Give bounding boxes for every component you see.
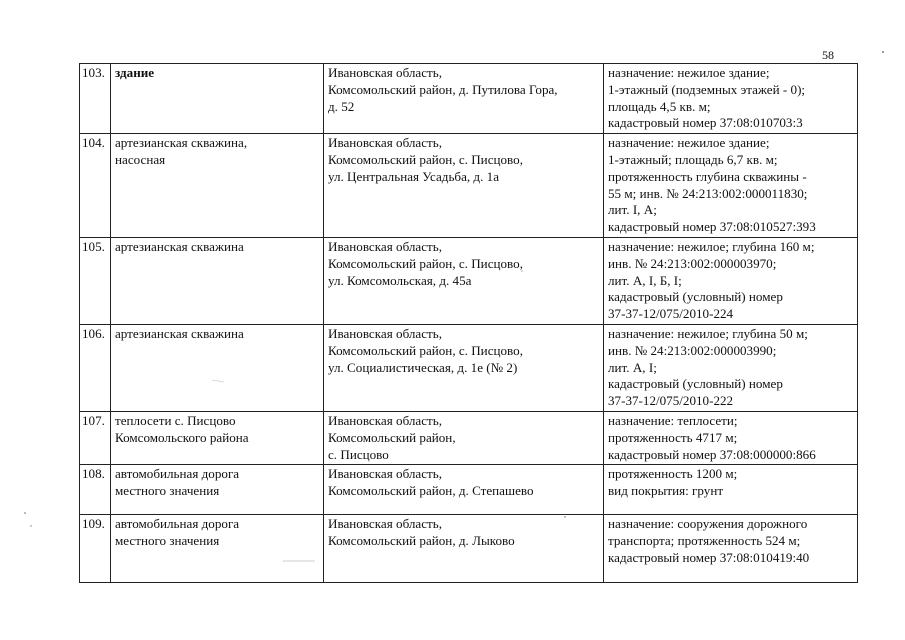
description-line: 1-этажный; площадь 6,7 кв. м;	[608, 151, 778, 167]
description-line: 37-37-12/075/2010-224	[608, 306, 734, 322]
description-line: 1-этажный (подземных этажей - 0);	[608, 81, 806, 97]
description-line: протяженность 4717 м;	[608, 429, 738, 445]
table-row	[80, 237, 858, 324]
object-name-line: артезианская скважина	[115, 325, 244, 341]
address-line: Ивановская область,	[328, 412, 443, 428]
row-number: 103.	[80, 64, 111, 134]
object-name-cell	[111, 465, 324, 515]
description-line: кадастровый номер 37:08:000000:866	[608, 446, 816, 462]
description-line: назначение: теплосети;	[608, 412, 738, 428]
description-line: кадастровый (условный) номер	[608, 376, 783, 392]
object-name-cell	[111, 64, 324, 134]
description-line: кадастровый (условный) номер	[608, 289, 783, 305]
description-line: кадастровый номер 37:08:010527:393	[608, 219, 816, 235]
address-line: Ивановская область,	[328, 135, 443, 151]
row-number: 106.	[80, 324, 111, 411]
property-table	[79, 63, 858, 583]
description-line: кадастровый номер 37:08:010419:40	[608, 549, 810, 565]
address-line: ул. Центральная Усадьба, д. 1а	[328, 168, 500, 184]
description-line: площадь 4,5 кв. м;	[608, 98, 711, 114]
description-line: вид покрытия: грунт	[608, 483, 724, 499]
object-name-cell	[111, 237, 324, 324]
description-line: кадастровый номер 37:08:010703:3	[608, 115, 803, 131]
row-number: 109.	[80, 515, 111, 583]
object-name-line: Комсомольского района	[115, 429, 249, 445]
description-cell	[604, 324, 858, 411]
description-cell	[604, 411, 858, 464]
address-line: ул. Социалистическая, д. 1е (№ 2)	[328, 359, 518, 375]
description-line: лит. А, I, Б, I;	[608, 272, 682, 288]
address-cell	[324, 134, 604, 238]
object-name-line: теплосети с. Писцово	[115, 412, 236, 428]
address-line: Ивановская область,	[328, 238, 443, 254]
description-line: назначение: нежилое здание;	[608, 135, 770, 151]
description-line: протяженность 1200 м;	[608, 466, 738, 482]
table-row	[80, 64, 858, 134]
object-name-line: автомобильная дорога	[115, 516, 240, 532]
object-name-cell	[111, 324, 324, 411]
address-line: Ивановская область,	[328, 65, 443, 80]
object-name-line: местного значения	[115, 533, 220, 549]
object-name-line: артезианская скважина	[115, 238, 244, 254]
description-cell	[604, 465, 858, 515]
description-cell	[604, 515, 858, 583]
row-number: 108.	[80, 465, 111, 515]
address-cell	[324, 237, 604, 324]
object-name-cell	[111, 515, 324, 583]
description-line: назначение: нежилое; глубина 160 м;	[608, 238, 815, 254]
description-line: транспорта; протяженность 524 м;	[608, 533, 801, 549]
table-row	[80, 515, 858, 583]
address-cell	[324, 515, 604, 583]
table-row	[80, 465, 858, 515]
address-line: Комсомольский район, с. Писцово,	[328, 342, 523, 358]
description-line: протяженность глубина скважины -	[608, 168, 807, 184]
description-line: 55 м; инв. № 24:213:002:000011830;	[608, 185, 808, 201]
address-cell	[324, 324, 604, 411]
description-cell	[604, 134, 858, 238]
address-line: Ивановская область,	[328, 325, 443, 341]
description-line: лит. I, А;	[608, 202, 657, 218]
address-cell	[324, 411, 604, 464]
object-name-line: здание	[115, 65, 155, 80]
address-line: Ивановская область,	[328, 466, 443, 482]
description-line: инв. № 24:213:002:000003990;	[608, 342, 777, 358]
address-line: Ивановская область,	[328, 516, 443, 532]
address-line: Комсомольский район,	[328, 429, 456, 445]
object-name-cell	[111, 411, 324, 464]
address-cell	[324, 465, 604, 515]
object-name-cell	[111, 134, 324, 238]
row-number: 105.	[80, 237, 111, 324]
description-line: назначение: сооружения дорожного	[608, 516, 808, 532]
object-name-line: артезианская скважина,	[115, 135, 248, 151]
address-line: с. Писцово	[328, 446, 389, 462]
description-line: инв. № 24:213:002:000003970;	[608, 255, 777, 271]
page-number: 58	[822, 48, 834, 62]
address-line: Комсомольский район, с. Писцово,	[328, 151, 523, 167]
address-line: Комсомольский район, д. Лыково	[328, 533, 515, 549]
description-line: лит. А, I;	[608, 359, 657, 375]
object-name-line: местного значения	[115, 483, 220, 499]
description-cell	[604, 64, 858, 134]
row-number: 107.	[80, 411, 111, 464]
table-row	[80, 411, 858, 464]
address-line: д. 52	[328, 98, 355, 114]
address-line: Комсомольский район, д. Степашево	[328, 483, 534, 499]
description-line: 37-37-12/075/2010-222	[608, 393, 734, 409]
object-name-line: насосная	[115, 151, 166, 167]
address-cell	[324, 64, 604, 134]
address-line: Комсомольский район, с. Писцово,	[328, 255, 523, 271]
table-row	[80, 324, 858, 411]
description-cell	[604, 237, 858, 324]
object-name-line: автомобильная дорога	[115, 466, 240, 482]
table-row	[80, 134, 858, 238]
address-line: ул. Комсомольская, д. 45а	[328, 272, 472, 288]
row-number: 104.	[80, 134, 111, 238]
description-line: назначение: нежилое; глубина 50 м;	[608, 325, 808, 341]
address-line: Комсомольский район, д. Путилова Гора,	[328, 81, 558, 97]
description-line: назначение: нежилое здание;	[608, 65, 770, 80]
